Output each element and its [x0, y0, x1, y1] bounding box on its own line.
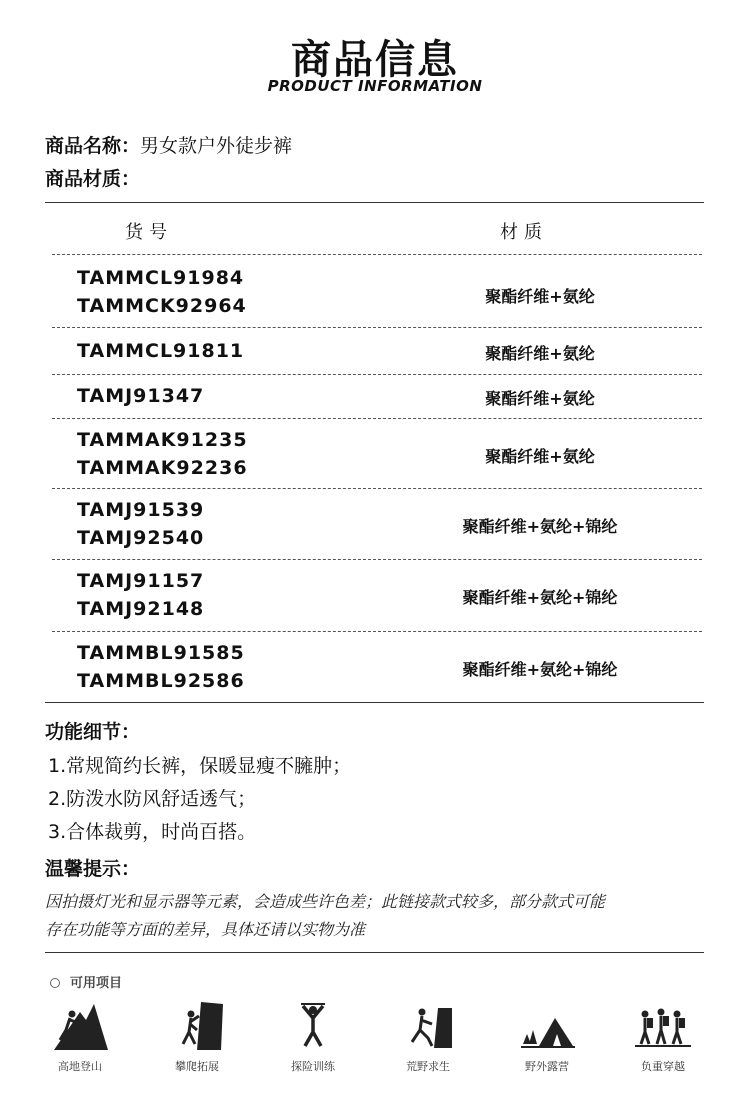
table-row-code: TAMMCL91984 TAMMCK92964	[77, 267, 247, 317]
product-name-label: 商品名称：	[45, 135, 141, 157]
backpacking-group-icon	[633, 1000, 693, 1052]
table-row-code: TAMJ91157 TAMJ92148	[77, 570, 205, 620]
table-divider	[52, 254, 702, 255]
table-row-code: TAMJ91539 TAMJ92540	[77, 499, 205, 549]
wilderness-survival-icon	[398, 1000, 458, 1052]
usage-item-camping	[497, 1000, 597, 1074]
table-row-code: TAMJ91347	[77, 385, 205, 407]
usage-item-adventure-training	[263, 1000, 363, 1074]
mountain-climbing-icon	[50, 1000, 110, 1052]
table-row-material: 聚酯纤维+氨纶+锦纶	[462, 588, 618, 607]
adventure-training-icon	[283, 1000, 343, 1052]
product-name-line	[45, 131, 292, 158]
camping-tent-icon	[517, 1000, 577, 1052]
usage-title: 可用项目	[50, 972, 122, 991]
table-row-code: TAMMAK91235 TAMMAK92236	[77, 429, 248, 479]
table-row-material: 聚酯纤维+氨纶+锦纶	[462, 660, 618, 679]
usage-label: 荒野求生	[406, 1060, 450, 1073]
usage-item-rock-climbing	[147, 1000, 247, 1074]
table-bottom-rule	[45, 702, 704, 703]
tips-title: 温馨提示：	[45, 858, 141, 880]
usage-label: 探险训练	[291, 1060, 335, 1073]
table-row-material: 聚酯纤维+氨纶	[485, 344, 595, 363]
product-name-value: 男女款户外徒步裤	[140, 135, 293, 157]
tip-line: 存在功能等方面的差异，具体还请以实物为准	[45, 920, 366, 939]
table-row-material: 聚酯纤维+氨纶	[485, 389, 595, 408]
usage-item-wilderness-survival	[378, 1000, 478, 1074]
bullet-icon	[50, 978, 60, 988]
table-header-material: 材质	[500, 222, 548, 243]
section-rule	[45, 952, 704, 953]
product-material-label: 商品材质：	[45, 168, 141, 190]
page-subtitle: PRODUCT INFORMATION	[267, 77, 483, 95]
table-row-material: 聚酯纤维+氨纶	[485, 287, 595, 306]
table-divider	[52, 631, 702, 632]
page-title: 商品信息	[291, 37, 459, 83]
usage-label: 高地登山	[58, 1060, 102, 1073]
table-divider	[52, 488, 702, 489]
usage-item-mountain-climbing	[30, 1000, 130, 1074]
table-top-rule	[45, 202, 704, 203]
usage-label: 负重穿越	[641, 1060, 685, 1073]
table-row-code: TAMMCL91811	[77, 340, 245, 362]
table-row-code: TAMMBL91585 TAMMBL92586	[77, 642, 245, 692]
table-divider	[52, 374, 702, 375]
table-divider	[52, 327, 702, 328]
tip-line: 因拍摄灯光和显示器等元素，会造成些许色差；此链接款式较多，部分款式可能	[45, 892, 606, 911]
feature-item: 1.常规简约长裤，保暖显瘦不臃肿；	[48, 755, 352, 777]
feature-item: 2.防泼水防风舒适透气；	[48, 788, 257, 810]
table-row-material: 聚酯纤维+氨纶	[485, 447, 595, 466]
table-divider	[52, 559, 702, 560]
usage-item-backpacking	[613, 1000, 713, 1074]
features-title: 功能细节：	[45, 721, 141, 743]
table-divider	[52, 418, 702, 419]
feature-item: 3.合体裁剪，时尚百搭。	[48, 821, 257, 843]
usage-label: 野外露营	[525, 1060, 569, 1073]
usage-label: 攀爬拓展	[175, 1060, 219, 1073]
rock-climbing-icon	[167, 1000, 227, 1052]
table-header-code: 货号	[125, 222, 173, 243]
table-row-material: 聚酯纤维+氨纶+锦纶	[462, 517, 618, 536]
